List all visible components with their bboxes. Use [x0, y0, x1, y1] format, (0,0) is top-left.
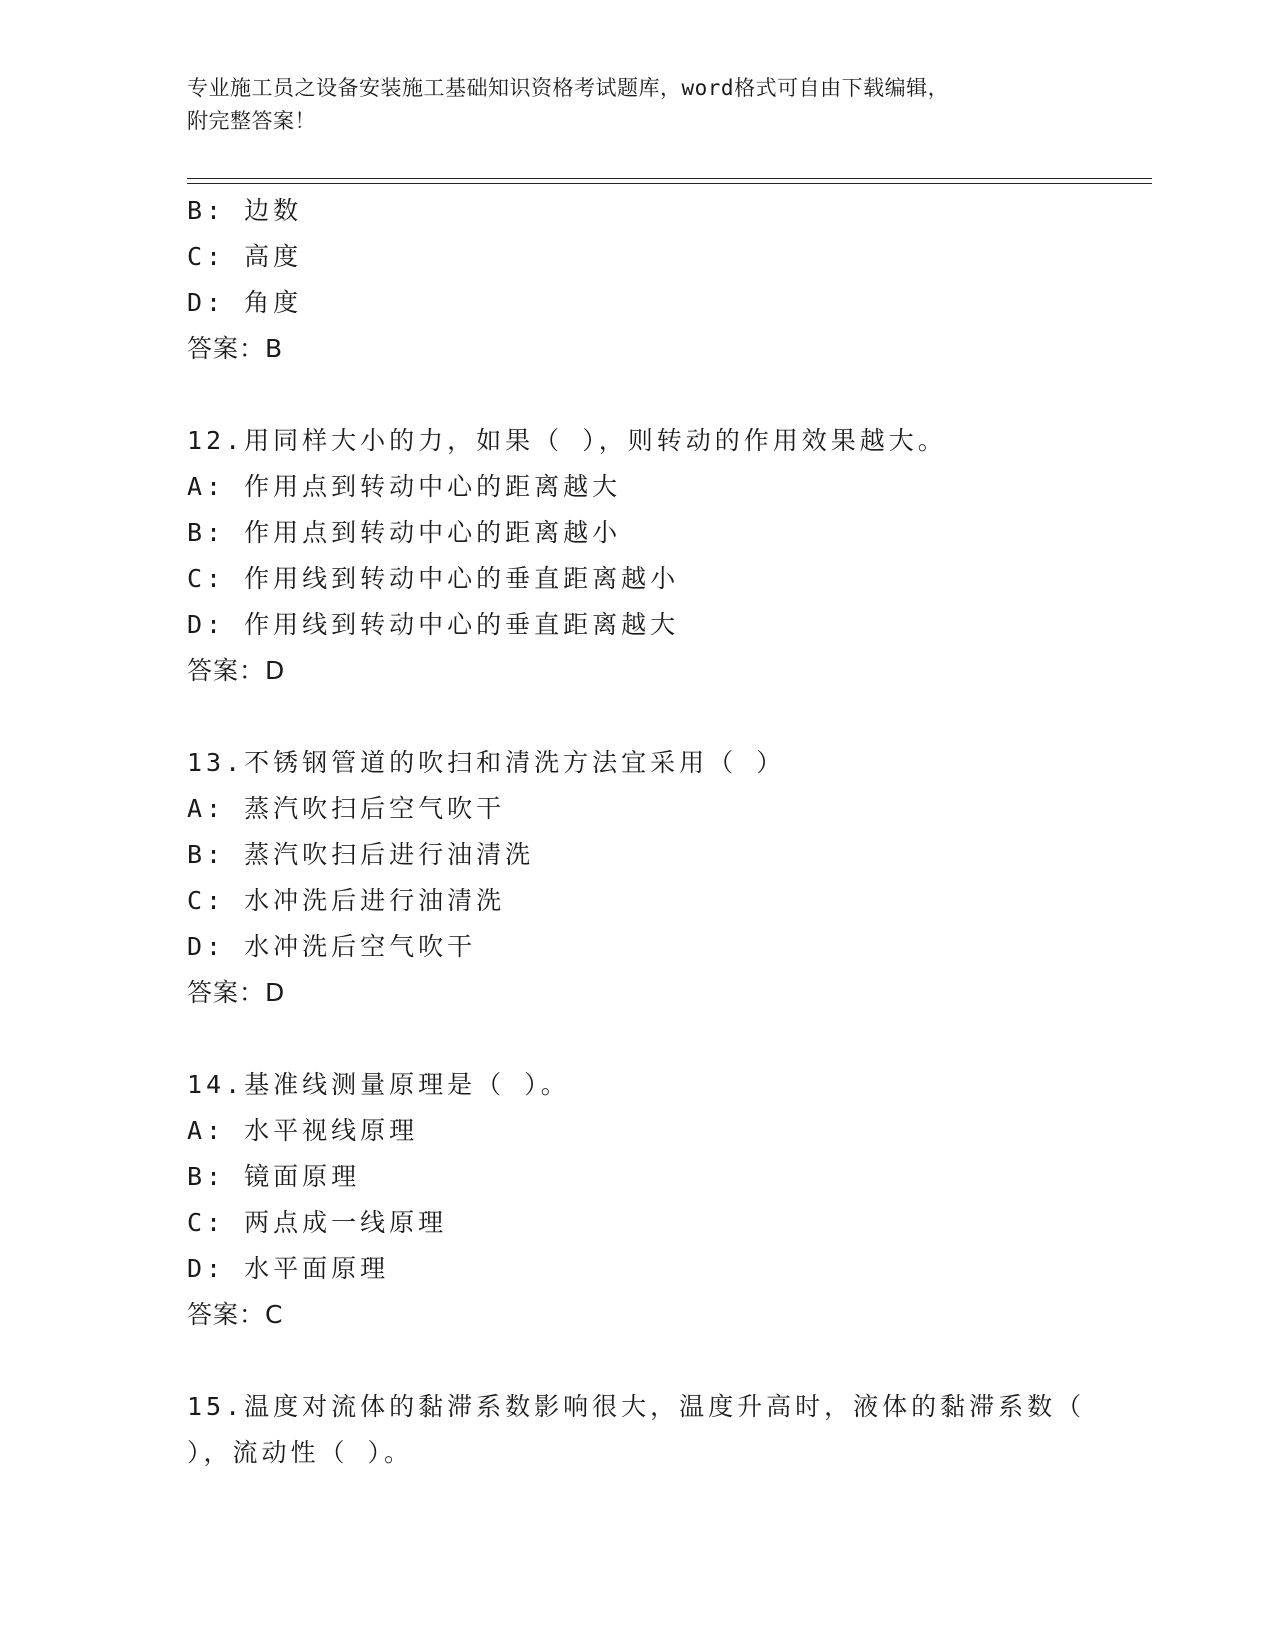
question-13-answer: 答案：D: [187, 978, 286, 1007]
option-d: D: 角度: [187, 288, 303, 317]
question-13-option-b: B: 蒸汽吹扫后进行油清洗: [187, 840, 535, 869]
question-list: [187, 188, 1147, 1476]
question-13-option-a: A: 蒸汽吹扫后空气吹干: [187, 794, 506, 823]
question-13-text: 13.不锈钢管道的吹扫和清洗方法宜采用（ ）: [187, 748, 786, 777]
question-12-option-a: A: 作用点到转动中心的距离越大: [187, 472, 622, 501]
spacer: [187, 1338, 1147, 1384]
question-12-option-d: D: 作用线到转动中心的垂直距离越大: [187, 610, 680, 639]
question-12-answer: 答案：D: [187, 656, 286, 685]
header-line-1: 专业施工员之设备安装施工基础知识资格考试题库，word格式可自由下载编辑，: [187, 76, 950, 100]
question-14-option-c: C: 两点成一线原理: [187, 1208, 448, 1237]
question-14-answer: 答案：C: [187, 1300, 284, 1329]
question-14-option-a: A: 水平视线原理: [187, 1116, 419, 1145]
option-b: B: 边数: [187, 196, 303, 225]
question-13-option-c: C: 水冲洗后进行油清洗: [187, 886, 506, 915]
spacer: [187, 694, 1147, 740]
header-divider-top: [187, 178, 1152, 179]
answer-text: 答案：B: [187, 334, 284, 363]
question-14-text: 14.基准线测量原理是（ ）。: [187, 1070, 570, 1099]
question-12-text: 12.用同样大小的力，如果（ ），则转动的作用效果越大。: [187, 426, 947, 455]
question-12-option-c: C: 作用线到转动中心的垂直距离越小: [187, 564, 680, 593]
spacer: [187, 372, 1147, 418]
question-15-text-line-1: 15.温度对流体的黏滞系数影响很大，温度升高时，液体的黏滞系数（: [187, 1392, 1086, 1421]
question-13-option-d: D: 水冲洗后空气吹干: [187, 932, 477, 961]
option-c: C: 高度: [187, 242, 303, 271]
spacer: [187, 1016, 1147, 1062]
header-divider-bottom: [187, 183, 1152, 184]
document-header: [187, 72, 1067, 138]
header-line-2: 附完整答案！: [187, 109, 316, 133]
question-12-option-b: B: 作用点到转动中心的距离越小: [187, 518, 622, 547]
question-14-option-d: D: 水平面原理: [187, 1254, 390, 1283]
question-15-text-line-2: ），流动性（ ）。: [187, 1438, 414, 1467]
question-14-option-b: B: 镜面原理: [187, 1162, 361, 1191]
